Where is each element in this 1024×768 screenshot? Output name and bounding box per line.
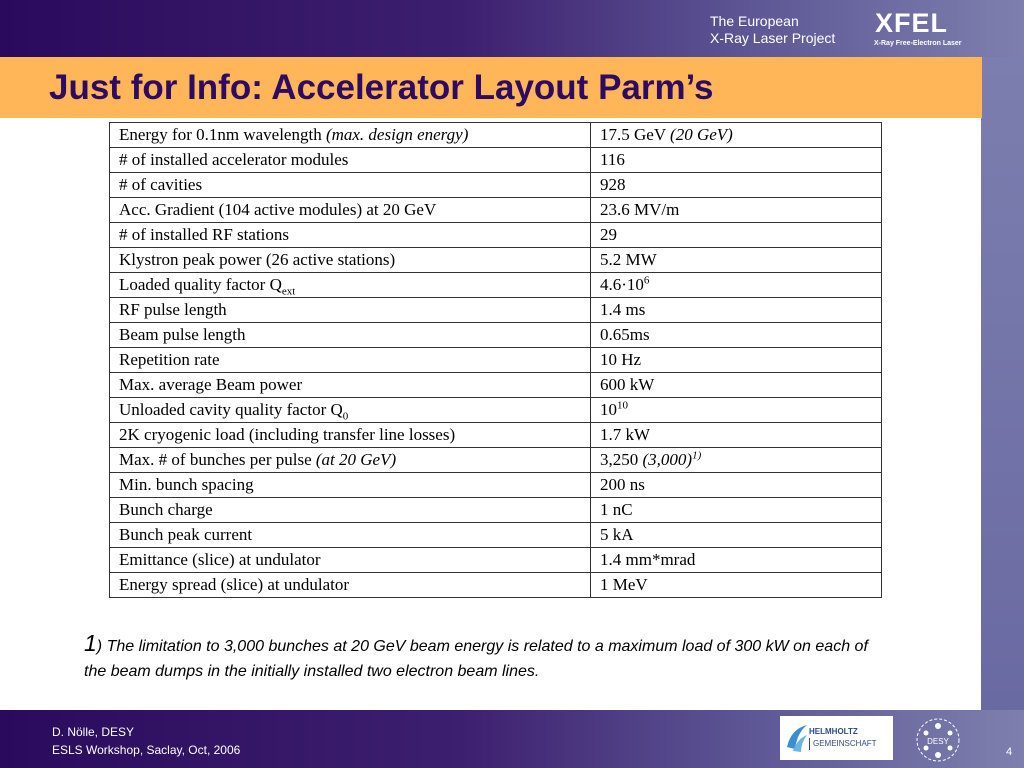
parameter-value: 5.2 MW [600, 250, 657, 269]
parameter-value-note: (20 GeV) [670, 125, 733, 144]
parameter-value-cell [591, 298, 882, 323]
parameter-value-cell [591, 423, 882, 448]
brand-line-1: The European [710, 13, 799, 29]
parameter-value: 4.6·10 [600, 275, 644, 294]
parameter-name: RF pulse length [119, 300, 227, 319]
parameter-value-cell [591, 223, 882, 248]
parameter-name-subscript: 0 [342, 410, 349, 423]
parameter-name: Max. average Beam power [119, 375, 303, 394]
parameter-value-cell [591, 173, 882, 198]
footer-credits [52, 723, 240, 759]
parameter-name-cell [110, 498, 591, 523]
parameter-value-cell [591, 448, 882, 473]
parameter-name: Emittance (slice) at undulator [119, 550, 321, 569]
parameter-value-cell [591, 473, 882, 498]
table-row [110, 373, 882, 398]
parameter-name: Min. bunch spacing [119, 475, 254, 494]
parameter-value-cell [591, 573, 882, 598]
footer-author: D. Nölle, DESY [52, 725, 135, 739]
table-row [110, 473, 882, 498]
parameter-name: Energy spread (slice) at undulator [119, 575, 350, 594]
slide-title: Just for Info: Accelerator Layout Parm’s [49, 68, 714, 107]
table-row [110, 323, 882, 348]
parameter-name-cell [110, 173, 591, 198]
table-row [110, 198, 882, 223]
helmholtz-line-2: GEMEINSCHAFT [809, 738, 877, 750]
desy-logo [915, 717, 961, 763]
table-row [110, 573, 882, 598]
parameter-value: 3,250 [600, 450, 643, 469]
parameter-value-cell [591, 148, 882, 173]
table-row [110, 548, 882, 573]
parameter-value-cell [591, 498, 882, 523]
parameter-value: 5 kA [600, 525, 634, 544]
parameter-value: 1.4 ms [600, 300, 646, 319]
parameter-name-cell [110, 273, 591, 298]
parameter-value-superscript: 6 [643, 274, 650, 287]
parameter-value: 1 nC [600, 500, 633, 519]
footnote-mark: 1 [84, 630, 97, 656]
parameter-value-cell [591, 248, 882, 273]
xfel-logo-subtitle: X-Ray Free-Electron Laser [874, 40, 962, 47]
parameter-value: 1.4 mm*mrad [600, 550, 696, 569]
parameter-name: 2K cryogenic load (including transfer line losses) [119, 425, 456, 444]
brand-text [710, 13, 835, 47]
table-row [110, 398, 882, 423]
parameter-name: # of cavities [119, 175, 203, 194]
parameter-name-cell [110, 448, 591, 473]
parameter-value: 1.7 kW [600, 425, 651, 444]
helmholtz-logo [780, 716, 893, 760]
parameter-value-cell [591, 323, 882, 348]
parameter-value-cell [591, 273, 882, 298]
footer-event: ESLS Workshop, Saclay, Oct, 2006 [52, 743, 241, 757]
parameter-value-cell [591, 523, 882, 548]
table-row [110, 223, 882, 248]
parameter-name: Klystron peak power (26 active stations) [119, 250, 396, 269]
parameter-name-cell [110, 223, 591, 248]
footnote-text: ) The limitation to 3,000 bunches at 20 GeV beam energy is related to a maximum load of 300 kW on each of the beam dumps in the initially installed two electron beam lines. [84, 638, 868, 680]
parameter-value-cell [591, 123, 882, 148]
parameter-name: Bunch peak current [119, 525, 253, 544]
parameter-name-note: (max. design energy) [325, 125, 469, 144]
parameter-name: # of installed RF stations [119, 225, 289, 244]
parameter-name-cell [110, 348, 591, 373]
parameter-value: 200 ns [600, 475, 645, 494]
table-row [110, 123, 882, 148]
table-row [110, 423, 882, 448]
parameter-value: 17.5 GeV [600, 125, 671, 144]
parameter-value-cell [591, 348, 882, 373]
parameter-name-subscript: ext [281, 285, 296, 298]
parameter-value: 29 [600, 225, 617, 244]
parameter-name: Bunch charge [119, 500, 213, 519]
table-row [110, 348, 882, 373]
parameter-name: Unloaded cavity quality factor Q [119, 400, 343, 419]
parameter-table [109, 122, 882, 598]
helmholtz-line-1: HELMHOLTZ [809, 727, 858, 736]
parameter-name-cell [110, 123, 591, 148]
parameter-name-cell [110, 373, 591, 398]
table-row [110, 273, 882, 298]
helmholtz-mark-icon [785, 723, 809, 753]
parameter-name: Loaded quality factor Q [119, 275, 282, 294]
table-row [110, 498, 882, 523]
parameter-name-cell [110, 298, 591, 323]
table-row [110, 173, 882, 198]
parameter-name-cell [110, 423, 591, 448]
parameter-name-cell [110, 198, 591, 223]
parameter-name-cell [110, 473, 591, 498]
parameter-value: 10 Hz [600, 350, 642, 369]
table-row [110, 448, 882, 473]
parameter-name: Repetition rate [119, 350, 220, 369]
parameter-name-cell [110, 248, 591, 273]
brand-line-2: X-Ray Laser Project [710, 30, 836, 46]
parameter-name: Max. # of bunches per pulse [119, 450, 316, 469]
parameter-name-cell [110, 148, 591, 173]
parameter-name-cell [110, 398, 591, 423]
table-row [110, 148, 882, 173]
parameter-value: 0.65ms [600, 325, 650, 344]
parameter-value: 116 [600, 150, 625, 169]
xfel-logo-word: XFEL [875, 8, 949, 38]
parameter-name: Acc. Gradient (104 active modules) at 20 GeV [119, 200, 437, 219]
parameter-value: 23.6 MV/m [600, 200, 680, 219]
parameter-value-cell [591, 398, 882, 423]
page-number: 4 [1006, 746, 1013, 758]
parameter-name-note: (at 20 GeV) [315, 450, 397, 469]
parameter-value-cell [591, 373, 882, 398]
parameter-value-superscript: 1) [692, 449, 702, 462]
parameter-name-cell [110, 323, 591, 348]
parameter-value: 928 [600, 175, 626, 194]
parameter-value-note: (3,000) [642, 450, 693, 469]
parameter-name-cell [110, 548, 591, 573]
parameter-name: Energy for 0.1nm wavelength [119, 125, 326, 144]
parameter-value: 1 MeV [600, 575, 648, 594]
parameter-value-cell [591, 548, 882, 573]
parameter-value-cell [591, 198, 882, 223]
parameter-value-superscript: 10 [617, 399, 628, 412]
xfel-logo [871, 8, 971, 50]
desy-label: DESY [927, 737, 949, 746]
parameter-name-cell [110, 523, 591, 548]
right-side-band [981, 57, 1024, 710]
table-row [110, 523, 882, 548]
parameter-value: 10 [600, 400, 617, 419]
table-row [110, 298, 882, 323]
parameter-name-cell [110, 573, 591, 598]
footnote [84, 631, 894, 684]
table-row [110, 248, 882, 273]
parameter-value: 600 kW [600, 375, 655, 394]
parameter-name: # of installed accelerator modules [119, 150, 349, 169]
parameter-name: Beam pulse length [119, 325, 246, 344]
